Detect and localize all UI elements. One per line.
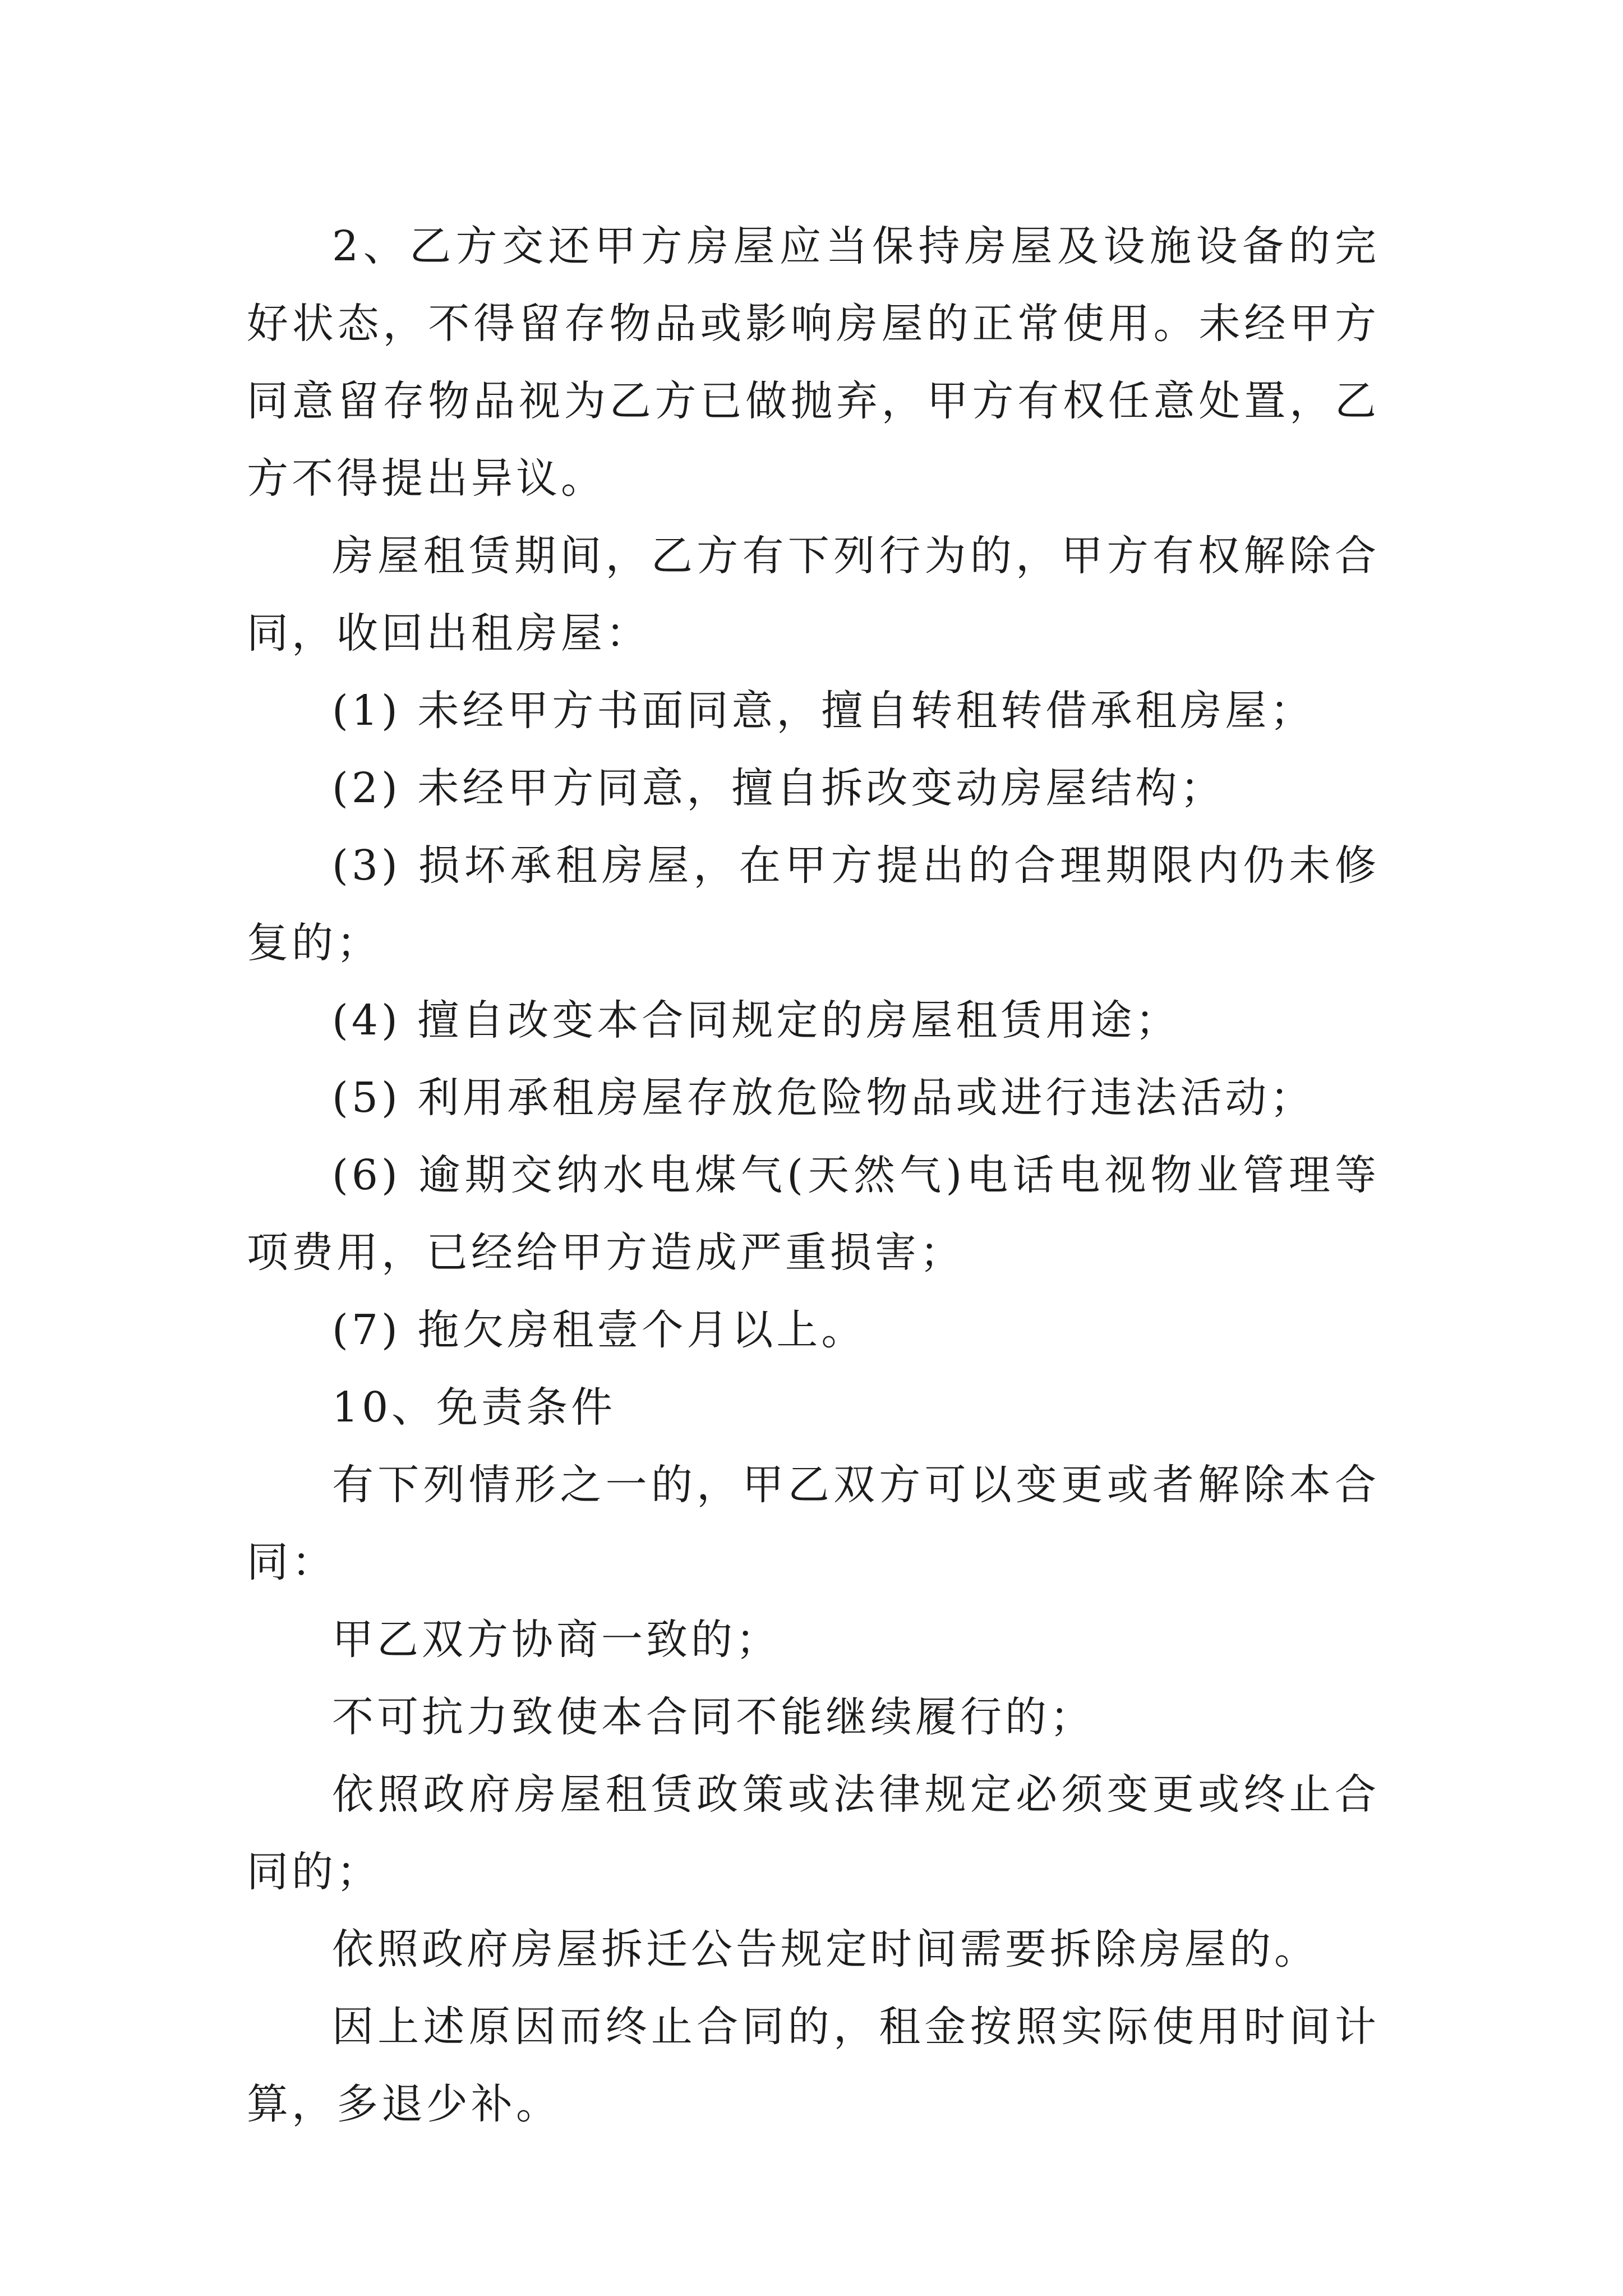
exemption-item-1: 甲乙双方协商一致的； [332,1616,781,1664]
exemption-item-2: 不可抗力致使本合同不能继续履行的； [332,1693,1095,1741]
list-item-7: (7) 拖欠房租壹个月以上。 [332,1306,866,1354]
document-body [247,208,1380,2143]
exemption-item-4: 依照政府房屋拆迁公告规定时间需要拆除房屋的。 [332,1925,1319,1973]
list-item-5: (5) 利用承租房屋存放危险物品或进行违法活动； [332,1074,1315,1122]
paragraph-return-condition: 2、乙方交还甲方房屋应当保持房屋及设施设备的完好状态，不得留存物品或影响房屋的正常使用。未经甲方同意留存物品视为乙方已做抛弃，甲方有权任意处置，乙方不得提出异议。 [247,222,1380,503]
list-item-6: (6) 逾期交纳水电煤气(天然气)电话电视物业管理等项费用，已经给甲方造成严重损害； [247,1151,1380,1277]
list-item-2: (2) 未经甲方同意，擅自拆改变动房屋结构； [332,764,1225,812]
list-item-4: (4) 擅自改变本合同规定的房屋租赁用途； [332,996,1181,1045]
paragraph-termination-intro: 房屋租赁期间，乙方有下列行为的，甲方有权解除合同，收回出租房屋： [247,532,1380,657]
list-item-3: (3) 损坏承租房屋，在甲方提出的合理期限内仍未修复的； [247,841,1380,967]
exemption-item-3: 依照政府房屋租赁政策或法律规定必须变更或终止合同的； [247,1770,1380,1896]
paragraph-exemption-intro: 有下列情形之一的，甲乙双方可以变更或者解除本合同： [247,1461,1380,1586]
section-heading-exemption: 10、免责条件 [332,1383,616,1432]
paragraph-rent-settlement: 因上述原因而终止合同的，租金按照实际使用时间计算，多退少补。 [247,2003,1380,2128]
list-item-1: (1) 未经甲方书面同意，擅自转租转借承租房屋； [332,687,1315,735]
